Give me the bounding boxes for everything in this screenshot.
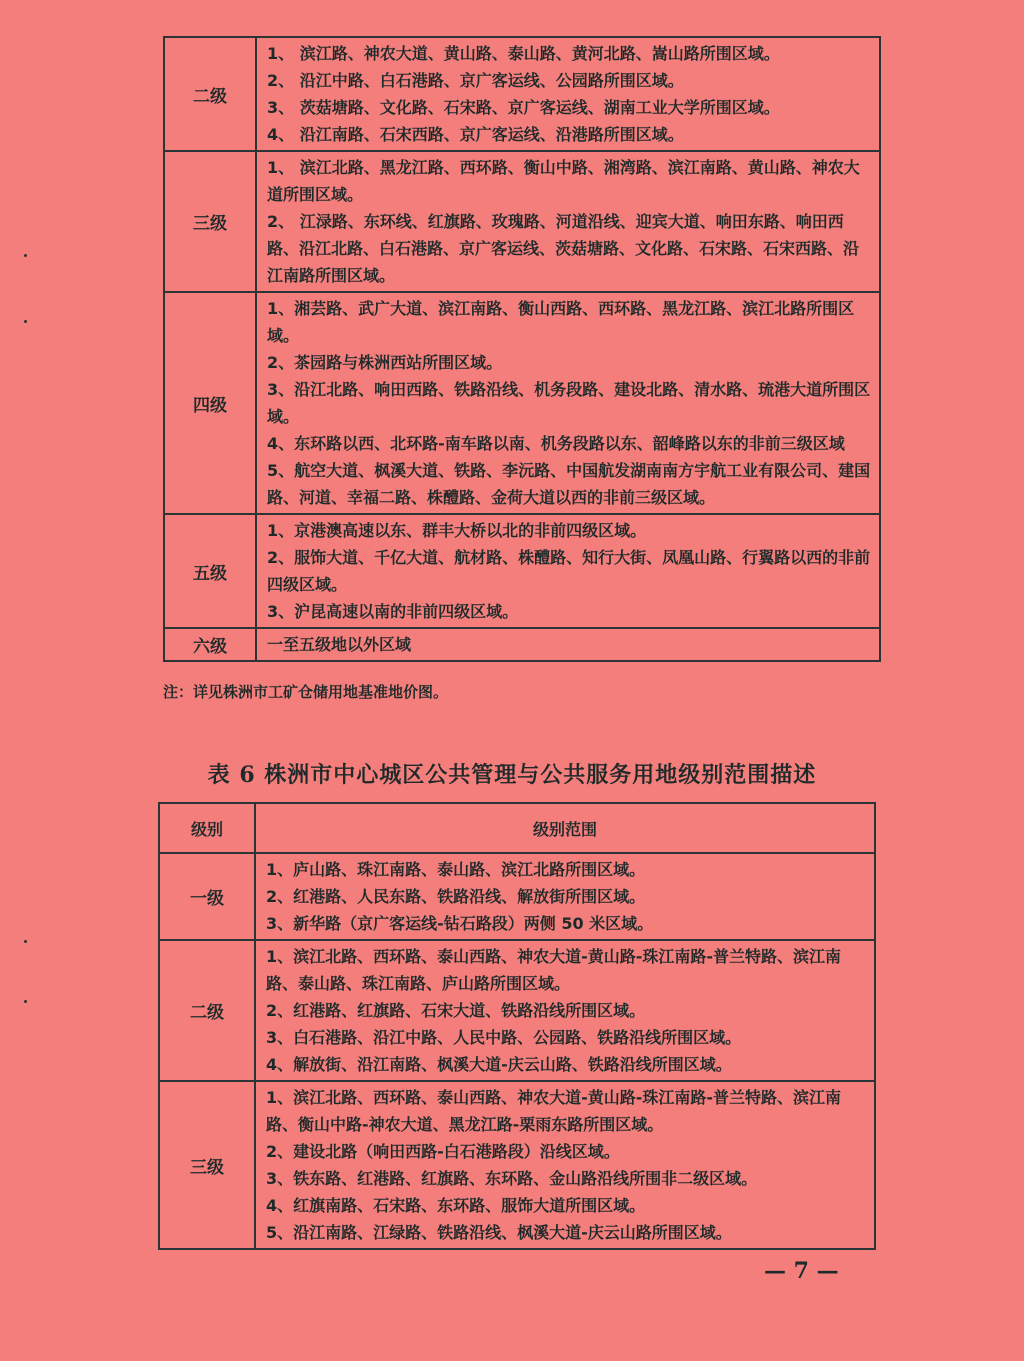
scan-speck bbox=[24, 320, 27, 323]
table-6-header-row bbox=[159, 803, 875, 853]
header-range: 级别范围 bbox=[255, 803, 875, 853]
range-item: 1、京港澳高速以东、群丰大桥以北的非前四级区域。 bbox=[267, 521, 647, 540]
table-6-title: 表 6 株洲市中心城区公共管理与公共服务用地级别范围描述 bbox=[207, 762, 817, 788]
range-cell bbox=[256, 37, 880, 151]
range-item: 2、服饰大道、千亿大道、航材路、株醴路、知行大街、凤凰山路、行翼路以西的非前四级区域。 bbox=[267, 548, 871, 594]
range-item: 2、茶园路与株洲西站所围区域。 bbox=[267, 353, 503, 372]
table-row bbox=[164, 37, 880, 151]
range-item: 3、铁东路、红港路、红旗路、东环路、金山路沿线所围非二级区域。 bbox=[266, 1169, 758, 1188]
grade-cell: 三级 bbox=[164, 151, 256, 292]
table-row bbox=[159, 853, 875, 940]
range-item: 3、 茨菇塘路、文化路、石宋路、京广客运线、湖南工业大学所围区域。 bbox=[267, 98, 780, 117]
grade-cell: 三级 bbox=[159, 1081, 255, 1249]
table-row bbox=[164, 514, 880, 628]
range-item: 3、沪昆高速以南的非前四级区域。 bbox=[267, 602, 519, 621]
range-item: 4、红旗南路、石宋路、东环路、服饰大道所围区域。 bbox=[266, 1196, 646, 1215]
range-cell bbox=[255, 1081, 875, 1249]
range-item: 2、 江渌路、东环线、红旗路、玫瑰路、河道沿线、迎宾大道、响田东路、响田西路、沿江北路、白石港路、京广客运线、茨菇塘路、文化路、石宋路、石宋西路、沿江南路所围区域。 bbox=[267, 212, 860, 285]
table-5-note: 注：详见株洲市工矿仓储用地基准地价图。 bbox=[163, 683, 449, 701]
range-item: 1、滨江北路、西环路、泰山西路、神农大道-黄山路-珠江南路-普兰特路、滨江南路、泰山路、珠江南路、庐山路所围区域。 bbox=[266, 947, 842, 993]
range-cell bbox=[256, 514, 880, 628]
range-item: 2、建设北路（响田西路-白石港路段）沿线区域。 bbox=[266, 1142, 620, 1161]
grade-cell: 二级 bbox=[164, 37, 256, 151]
grade-cell: 二级 bbox=[159, 940, 255, 1081]
range-item: 4、东环路以西、北环路-南车路以南、机务段路以东、韶峰路以东的非前三级区域 bbox=[267, 434, 845, 453]
range-cell bbox=[256, 628, 880, 661]
table-row bbox=[164, 292, 880, 514]
range-cell bbox=[255, 940, 875, 1081]
range-item: 3、沿江北路、响田西路、铁路沿线、机务段路、建设北路、清水路、琉港大道所围区域。 bbox=[267, 380, 871, 426]
grade-cell: 四级 bbox=[164, 292, 256, 514]
grade-cell: 一级 bbox=[159, 853, 255, 940]
range-item: 1、庐山路、珠江南路、泰山路、滨江北路所围区域。 bbox=[266, 860, 646, 879]
range-item: 4、 沿江南路、石宋西路、京广客运线、沿港路所围区域。 bbox=[267, 125, 684, 144]
table-row bbox=[164, 628, 880, 661]
range-item: 一至五级地以外区域 bbox=[267, 635, 412, 654]
table-5-continued bbox=[163, 36, 881, 662]
range-item: 1、滨江北路、西环路、泰山西路、神农大道-黄山路-珠江南路-普兰特路、滨江南路、衡山中路-神农大道、黑龙江路-栗雨东路所围区域。 bbox=[266, 1088, 842, 1134]
header-grade: 级别 bbox=[159, 803, 255, 853]
grade-cell: 六级 bbox=[164, 628, 256, 661]
range-item: 1、 滨江北路、黑龙江路、西环路、衡山中路、湘湾路、滨江南路、黄山路、神农大道所围区域。 bbox=[267, 158, 860, 204]
range-item: 5、航空大道、枫溪大道、铁路、李沅路、中国航发湖南南方宇航工业有限公司、建国路、河道、幸福二路、株醴路、金荷大道以西的非前三级区域。 bbox=[267, 461, 871, 507]
range-cell bbox=[255, 853, 875, 940]
range-cell bbox=[256, 151, 880, 292]
range-item: 5、沿江南路、江绿路、铁路沿线、枫溪大道-庆云山路所围区域。 bbox=[266, 1223, 732, 1242]
scan-speck bbox=[24, 254, 27, 257]
table-row bbox=[159, 940, 875, 1081]
scan-speck bbox=[24, 940, 27, 943]
table-6-body bbox=[159, 853, 875, 1249]
page-number: — 7 — bbox=[764, 1258, 839, 1284]
range-item: 2、红港路、人民东路、铁路沿线、解放街所围区域。 bbox=[266, 887, 646, 906]
table-row bbox=[159, 1081, 875, 1249]
table-5-body bbox=[164, 37, 880, 661]
grade-cell: 五级 bbox=[164, 514, 256, 628]
range-item: 2、 沿江中路、白石港路、京广客运线、公园路所围区域。 bbox=[267, 71, 684, 90]
table-row bbox=[164, 151, 880, 292]
range-item: 2、红港路、红旗路、石宋大道、铁路沿线所围区域。 bbox=[266, 1001, 646, 1020]
range-item: 1、湘芸路、武广大道、滨江南路、衡山西路、西环路、黑龙江路、滨江北路所围区域。 bbox=[267, 299, 855, 345]
range-item: 3、新华路（京广客运线-钻石路段）两侧 50 米区域。 bbox=[266, 914, 654, 933]
range-item: 1、 滨江路、神农大道、黄山路、泰山路、黄河北路、嵩山路所围区域。 bbox=[267, 44, 780, 63]
range-item: 4、解放街、沿江南路、枫溪大道-庆云山路、铁路沿线所围区域。 bbox=[266, 1055, 732, 1074]
range-item: 3、白石港路、沿江中路、人民中路、公园路、铁路沿线所围区域。 bbox=[266, 1028, 742, 1047]
range-cell bbox=[256, 292, 880, 514]
scan-speck bbox=[24, 1000, 27, 1003]
table-6 bbox=[158, 802, 876, 1250]
